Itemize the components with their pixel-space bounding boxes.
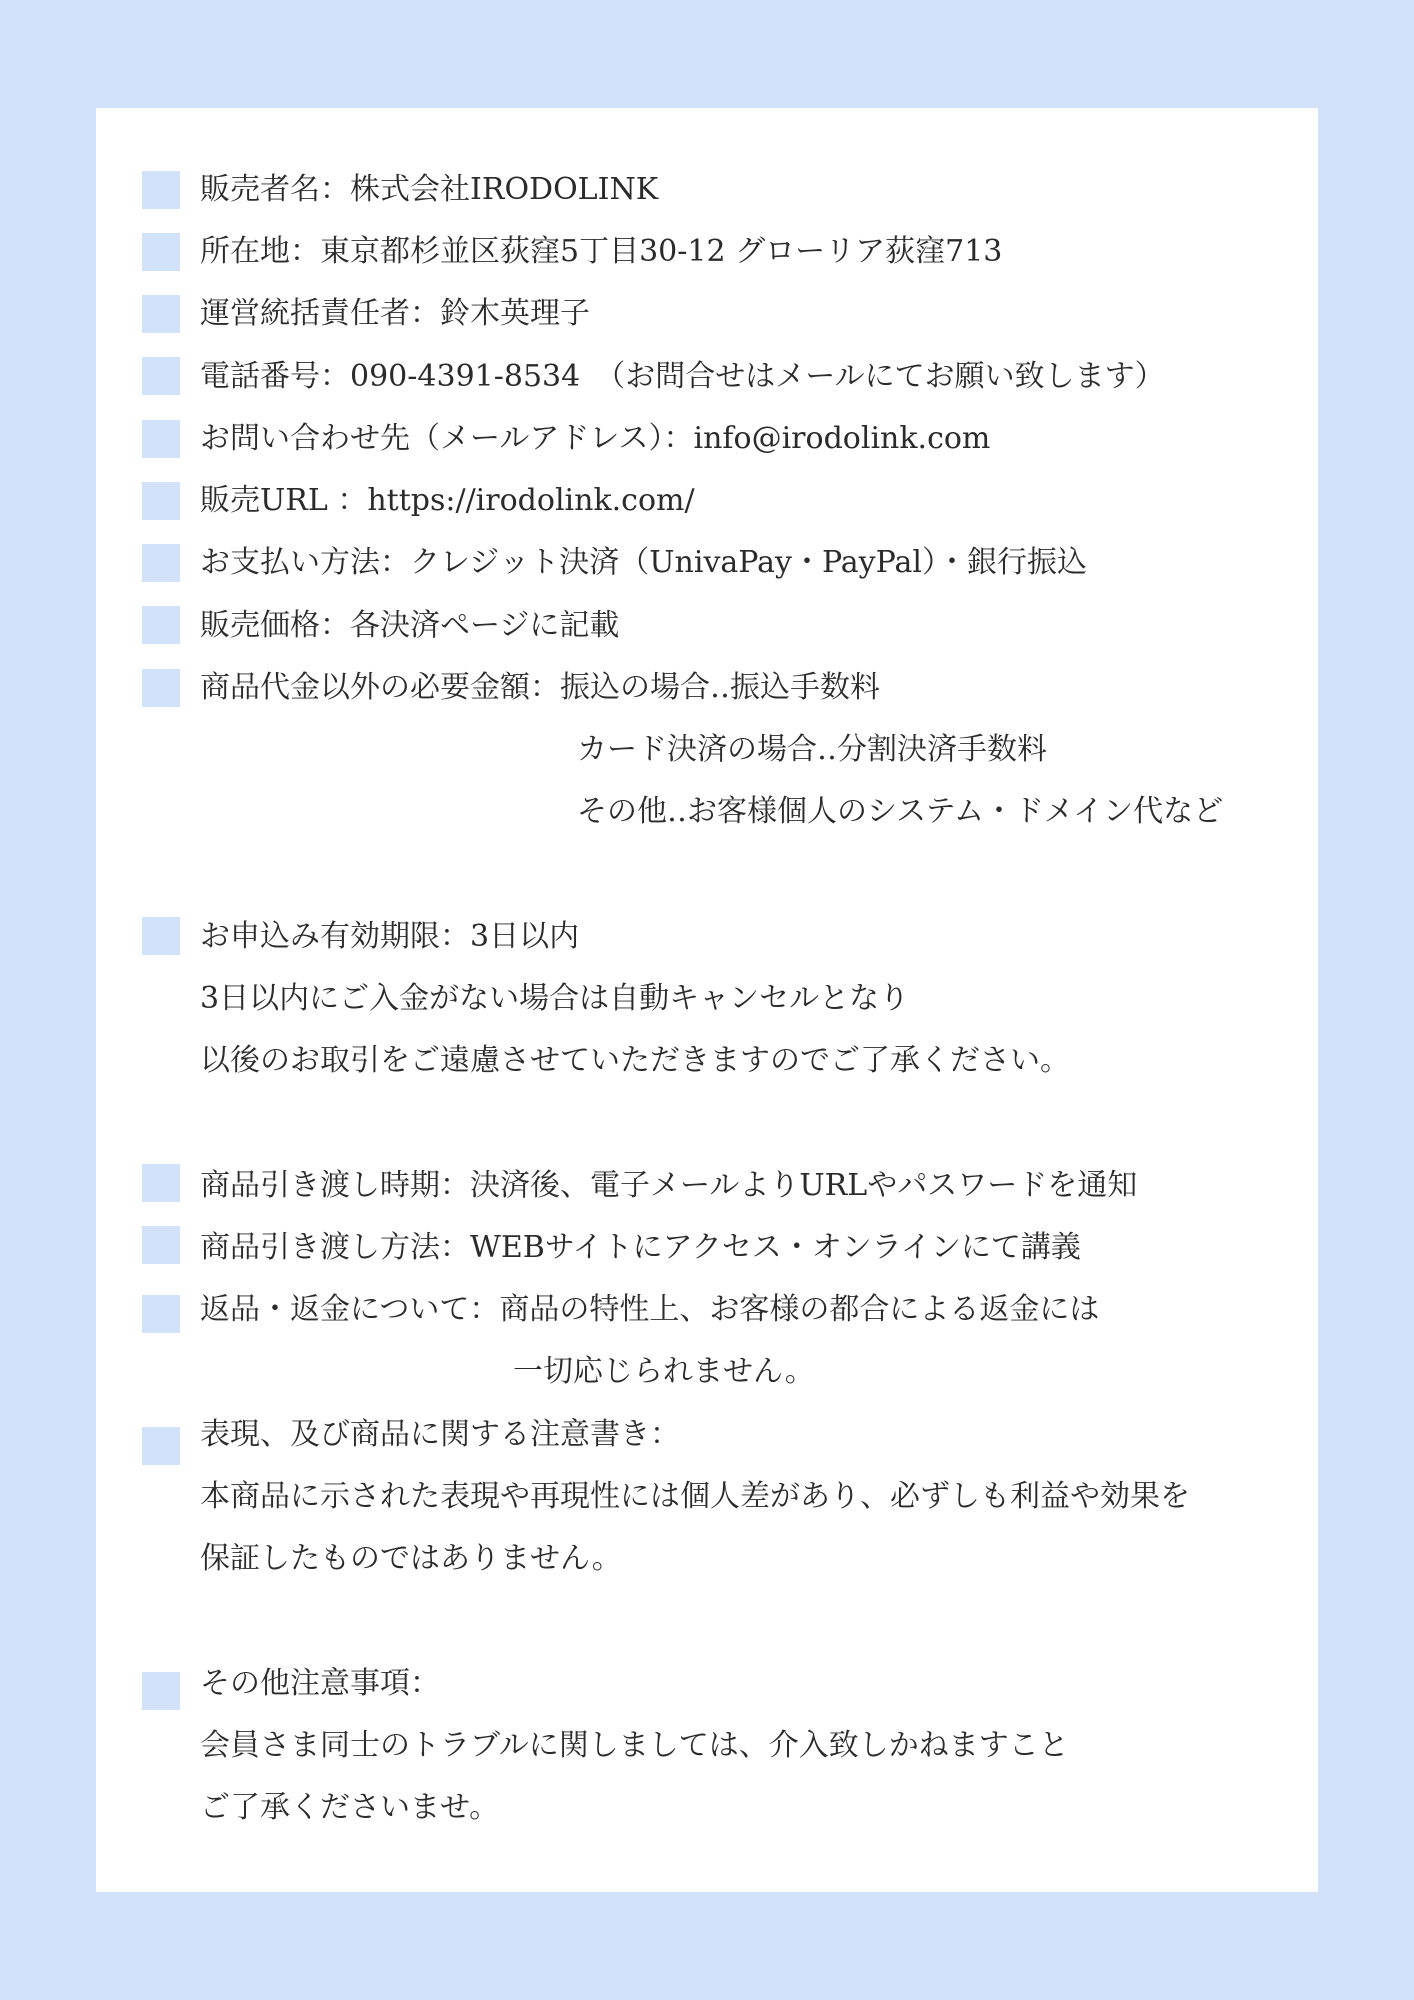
other-heading: その他注意事項： [200,1666,440,1701]
other-text-2: ご了承くださいませ。 [200,1790,500,1825]
bullet-refund [142,1295,180,1333]
fees-line: 商品代金以外の必要金額：振込の場合‥振込手数料 [200,670,881,705]
expression-heading: 表現、及び商品に関する注意書き： [200,1417,680,1452]
bullet-delivery-method [142,1226,180,1264]
bullet-expression [142,1427,180,1465]
bullet-deadline [142,917,180,955]
bullet-fees [142,669,180,707]
fees-line-card: カード決済の場合‥分割決済手数料 [577,732,1048,767]
expression-text-1: 本商品に示された表現や再現性には個人差があり、必ずしも利益や効果を [200,1479,1190,1514]
delivery-time-line: 商品引き渡し時期：決済後、電子メールよりURLやパスワードを通知 [200,1168,1138,1203]
bullet-address [142,233,180,271]
deadline-line: お申込み有効期限：3日以内 [200,919,580,954]
phone-line: 電話番号：090-4391-8534 （お問合せはメールにてお願い致します） [200,359,1165,394]
email-line: お問い合わせ先（メールアドレス）：info@irodolink.com [200,421,991,456]
refund-line-cont: 一切応じられません。 [513,1354,815,1389]
bullet-email [142,420,180,458]
refund-line: 返品・返金について：商品の特性上、お客様の都合による返金には [200,1292,1100,1327]
delivery-method-line: 商品引き渡し方法：WEBサイトにアクセス・オンラインにて講義 [200,1230,1081,1265]
address-line: 所在地：東京都杉並区荻窪5丁目30-12 グローリア荻窪713 [200,234,1003,269]
bullet-seller [142,171,180,209]
bullet-phone [142,357,180,395]
manager-line: 運営統括責任者：鈴木英理子 [200,296,590,331]
seller-line: 販売者名：株式会社IRODOLINK [200,172,659,207]
bullet-url [142,482,180,520]
price-line: 販売価格：各決済ページに記載 [200,608,620,643]
bullet-delivery-time [142,1164,180,1202]
bullet-other [142,1672,180,1710]
bullet-payment [142,544,180,582]
expression-text-2: 保証したものではありません。 [200,1541,622,1576]
other-text-1: 会員さま同士のトラブルに関しましては、介入致しかねますこと [200,1728,1069,1763]
deadline-note-2: 以後のお取引をご遠慮させていただきますのでご了承ください。 [200,1043,1070,1078]
bullet-price [142,606,180,644]
url-line: 販売URL ：https://irodolink.com/ [200,483,695,518]
deadline-note-1: 3日以内にご入金がない場合は自動キャンセルとなり [200,981,910,1016]
payment-line: お支払い方法：クレジット決済（UnivaPay・PayPal）・銀行振込 [200,545,1087,580]
bullet-manager [142,295,180,333]
fees-line-other: その他‥お客様個人のシステム・ドメイン代など [577,794,1224,829]
